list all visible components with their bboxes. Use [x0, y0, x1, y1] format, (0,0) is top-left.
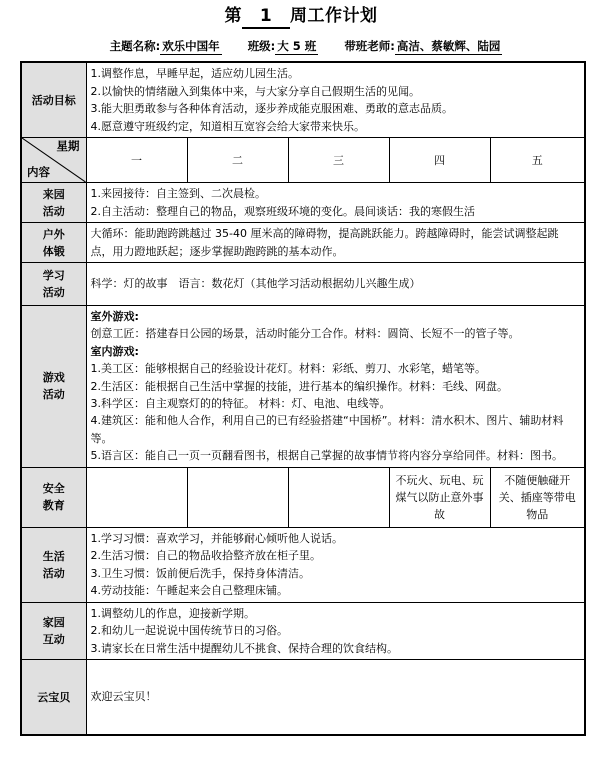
row-content-home: [86, 602, 585, 660]
table-row-safety: [21, 467, 585, 527]
page-title: [0, 5, 602, 29]
row-label-games-line1: 游戏: [42, 371, 65, 385]
games-indoor-item-3: 3.科学区：自主观察灯的的特征。 材料：灯、电池、电线等。: [90, 397, 391, 411]
table-row-learning: [21, 263, 585, 306]
corner-label-content: 内容: [27, 165, 50, 179]
row-label-learning-line1: 学习: [42, 269, 65, 282]
games-indoor-item-5: 5.语言区：能自己一页一页翻看图书，根据自己掌握的故事情节将内容分享给同伴。材料：图书。: [90, 449, 563, 463]
life-line-3: 3.卫生习惯：饭前便后洗手，保持身体清洁。: [90, 566, 310, 580]
life-line-2: 2.生活习惯：自己的物品收拾整齐放在柜子里。: [90, 549, 321, 563]
row-label-home-line1: 家园: [42, 615, 65, 629]
row-label-arrival-line1: 来园: [42, 187, 65, 201]
games-indoor-item-2: 2.生活区：能根据自己生活中掌握的技能，进行基本的编织操作。材料：毛线、网盘。: [90, 379, 508, 393]
row-label-home-line2: 互动: [42, 632, 65, 646]
row-label-outdoor-line1: 户外: [42, 227, 65, 241]
day-header-3: 三: [288, 138, 389, 183]
safety-cell-day-1: [86, 467, 187, 527]
table-row-life: [21, 527, 585, 602]
arrival-line-1: 1.来园接待：自主签到、二次晨检。: [90, 187, 266, 200]
meta-theme-label: 主题名称:: [109, 39, 161, 53]
games-indoor-item-4: 4.建筑区：能和他人合作，利用自己的已有经验搭建“中国桥”。材料：清水积木、图片、辅助材料等。: [90, 414, 564, 445]
learning-line-1: 科学：灯的故事 语言：数花灯（其他学习活动根据幼儿兴趣生成）: [90, 277, 421, 291]
row-content-outdoor: [86, 223, 585, 263]
corner-label-week: 星期: [56, 139, 80, 153]
home-line-3: 3.请家长在日常生活中提醒幼儿不挑食、保持合理的饮食结构。: [90, 641, 398, 655]
yunbaobei-line-1: 欢迎云宝贝！: [90, 690, 157, 704]
row-content-goals: [86, 62, 585, 138]
row-label-yunbaobei: 云宝贝: [21, 660, 86, 736]
meta-class: [248, 38, 319, 54]
row-content-arrival: [86, 183, 585, 223]
corner-header-cell: [21, 138, 86, 183]
row-label-safety-line1: 安全: [42, 482, 65, 496]
row-label-life-line2: 活动: [42, 566, 65, 580]
row-label-life-line1: 生活: [42, 549, 65, 563]
goal-line-3: 3.能大胆勇敢参与各种体育活动，逐步养成能克服困难、勇敢的意志品质。: [90, 102, 453, 115]
table-row-yunbaobei: [21, 660, 585, 736]
life-line-4: 4.劳动技能：午睡起来会自己整理床铺。: [90, 584, 288, 598]
day-header-5: 五: [490, 138, 585, 183]
row-content-games: [86, 306, 585, 468]
row-label-safety: [21, 467, 86, 527]
row-label-outdoor-line2: 体锻: [42, 244, 65, 258]
safety-cell-day-4: 不玩火、玩电、玩煤气以防止意外事故: [389, 467, 490, 527]
safety-cell-day-2: [187, 467, 288, 527]
games-outdoor-heading: 室外游戏:: [90, 310, 139, 323]
table-row-home: [21, 602, 585, 660]
row-label-learning-line2: 活动: [42, 286, 65, 299]
home-line-2: 2.和幼儿一起说说中国传统节日的习俗。: [90, 624, 288, 638]
games-indoor-heading: 室内游戏:: [90, 344, 139, 358]
row-label-goals: 活动目标: [21, 62, 86, 138]
safety-cell-day-5: 不随便触碰开关、插座等带电物品: [490, 467, 585, 527]
meta-class-value: 大 5 班: [277, 39, 317, 53]
games-indoor-item-1: 1.美工区：能够根据自己的经验设计花灯。材料：彩纸、剪刀、水彩笔，蜡笔等。: [90, 362, 486, 376]
row-content-learning: [86, 263, 585, 306]
row-content-life: [86, 527, 585, 602]
goal-line-2: 2.以愉快的情绪融入到集体中来，与大家分享自己假期生活的见闻。: [90, 84, 420, 98]
title-suffix: 周工作计划: [290, 6, 378, 26]
row-content-yunbaobei: [86, 660, 585, 736]
day-header-2: 二: [187, 138, 288, 183]
day-header-1: 一: [86, 138, 187, 183]
week-number: 1: [242, 5, 290, 29]
meta-teachers-label: 带班老师:: [344, 39, 395, 53]
title-prefix: 第: [224, 6, 242, 26]
arrival-line-2: 2.自主活动：整理自己的物品，观察班级环境的变化。晨间谈话：我的寒假生活: [90, 204, 475, 218]
table-row-arrival: [21, 183, 585, 223]
table-row-day-header: [21, 138, 585, 183]
row-label-arrival-line2: 活动: [42, 204, 65, 218]
meta-teachers-value: 高洁、蔡敏辉、陆园: [396, 39, 501, 53]
meta-line: [0, 38, 602, 54]
meta-theme: [110, 38, 222, 54]
table-row-outdoor: [21, 223, 585, 263]
meta-teachers: [344, 38, 502, 54]
meta-theme-value: 欢乐中国年: [162, 39, 220, 53]
life-line-1: 1.学习习惯：喜欢学习，并能够耐心倾听他人说话。: [90, 531, 343, 545]
row-label-home: [21, 602, 86, 660]
row-label-outdoor: [21, 223, 86, 263]
weekly-plan-table: [20, 61, 586, 736]
home-line-1: 1.调整幼儿的作息，迎接新学期。: [90, 606, 255, 620]
row-label-games: [21, 306, 86, 468]
day-header-4: 四: [389, 138, 490, 183]
row-label-life: [21, 527, 86, 602]
table-row-games: [21, 306, 585, 468]
goal-line-1: 1.调整作息，早睡早起，适应幼儿园生活。: [90, 67, 299, 80]
row-label-safety-line2: 教育: [42, 499, 65, 513]
row-label-games-line2: 活动: [42, 388, 65, 402]
goal-line-4: 4.愿意遵守班级约定，知道相互宽容会给大家带来快乐。: [90, 119, 365, 133]
safety-cell-day-3: [288, 467, 389, 527]
weekly-plan-page: [0, 5, 602, 783]
meta-class-label: 班级:: [247, 39, 276, 53]
table-row-goals: [21, 62, 585, 138]
row-label-learning: [21, 263, 86, 306]
row-label-arrival: [21, 183, 86, 223]
outdoor-line-1: 大循环：能助跑跨跳越过 35-40 厘米高的障碍物，提高跳跃能力。跨越障碍时，能尝试调整起跳点，用力蹬地跃起；逐步掌握助跑跨跳的基本动作。: [90, 227, 559, 258]
games-outdoor-text: 创意工匠：搭建春日公园的场景，活动时能分工合作。材料：圆筒、长短不一的管子等。: [90, 327, 520, 341]
